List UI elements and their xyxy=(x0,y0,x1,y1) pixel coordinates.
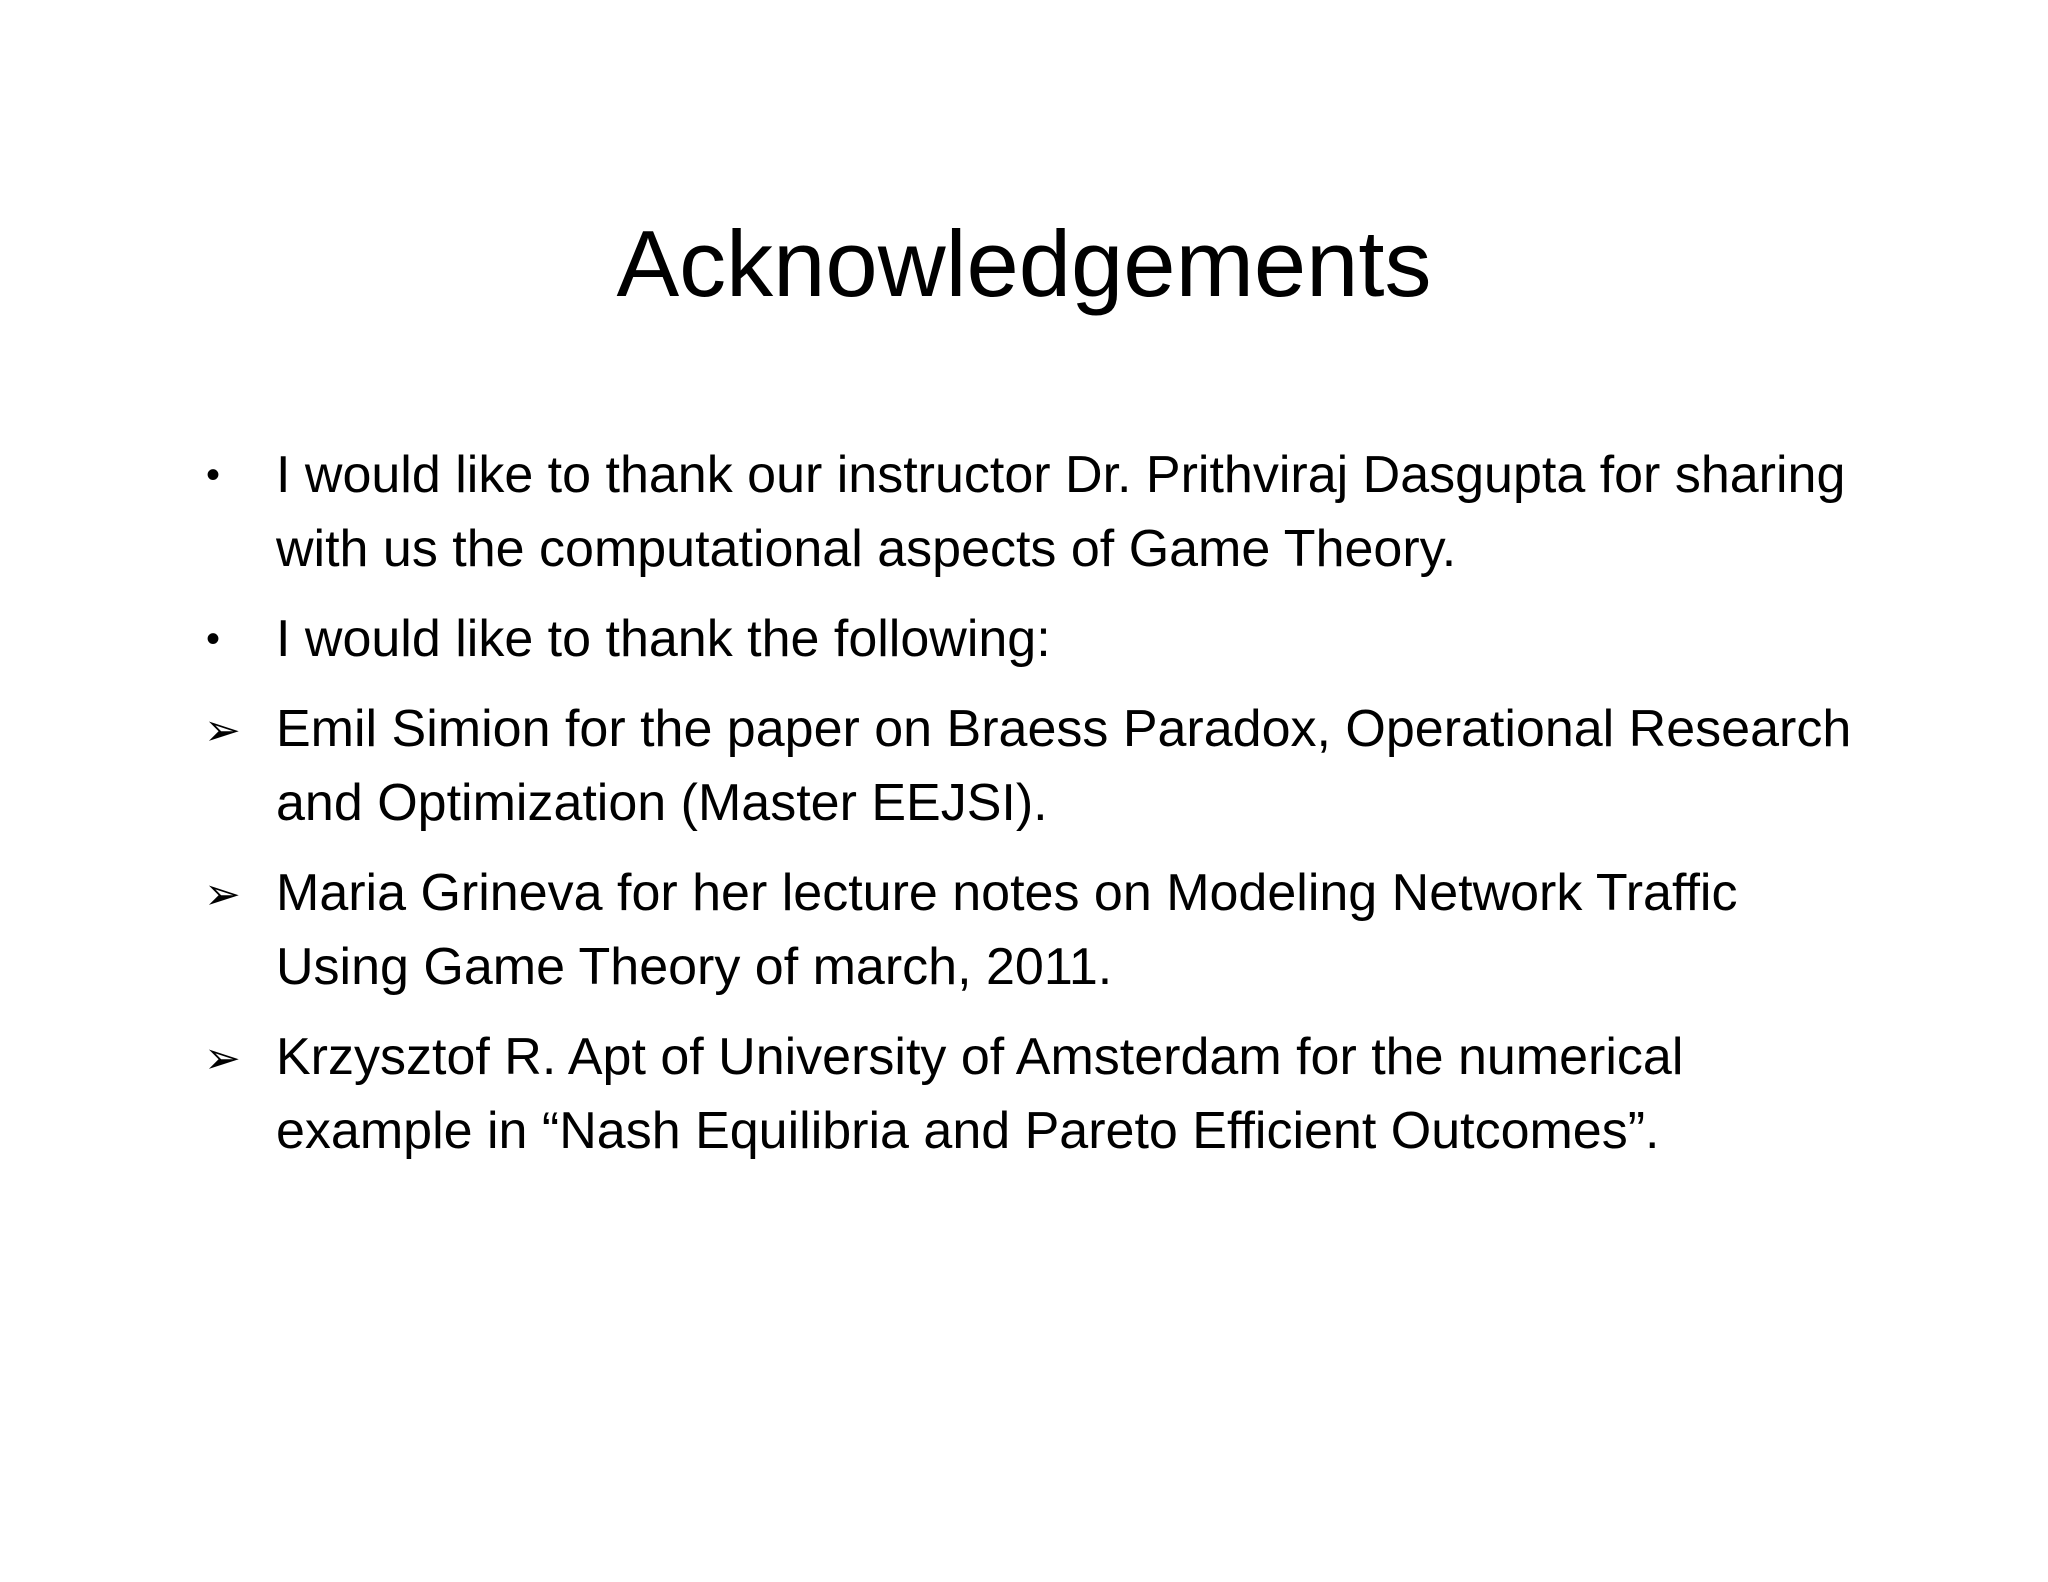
arrowhead-bullet-icon: ➢ xyxy=(204,870,241,919)
list-item xyxy=(200,1020,1880,1168)
bullet-list xyxy=(200,438,1880,1184)
arrowhead-bullet-icon: ➢ xyxy=(204,706,241,755)
list-item-text: Emil Simion for the paper on Braess Paradox, Operational Research and Optimization (Master EEJSI). xyxy=(276,700,1852,832)
list-item xyxy=(200,438,1880,586)
bullet-dot-icon: • xyxy=(206,453,221,497)
arrowhead-bullet-icon: ➢ xyxy=(204,1034,241,1083)
list-item-text: Maria Grineva for her lecture notes on Modeling Network Traffic Using Game Theory of march, 2011. xyxy=(276,864,1738,996)
list-item xyxy=(200,602,1880,676)
list-item-text: I would like to thank the following: xyxy=(276,610,1051,668)
slide-title: Acknowledgements xyxy=(616,211,1432,316)
list-item-text: Krzysztof R. Apt of University of Amsterdam for the numerical example in “Nash Equilibria and Pareto Efficient Outcomes”. xyxy=(276,1028,1684,1160)
list-item xyxy=(200,856,1880,1004)
bullet-dot-icon: • xyxy=(206,617,221,661)
list-item-text: I would like to thank our instructor Dr. Prithviraj Dasgupta for sharing with us the computational aspects of Game Theory. xyxy=(276,446,1846,578)
list-item xyxy=(200,692,1880,840)
